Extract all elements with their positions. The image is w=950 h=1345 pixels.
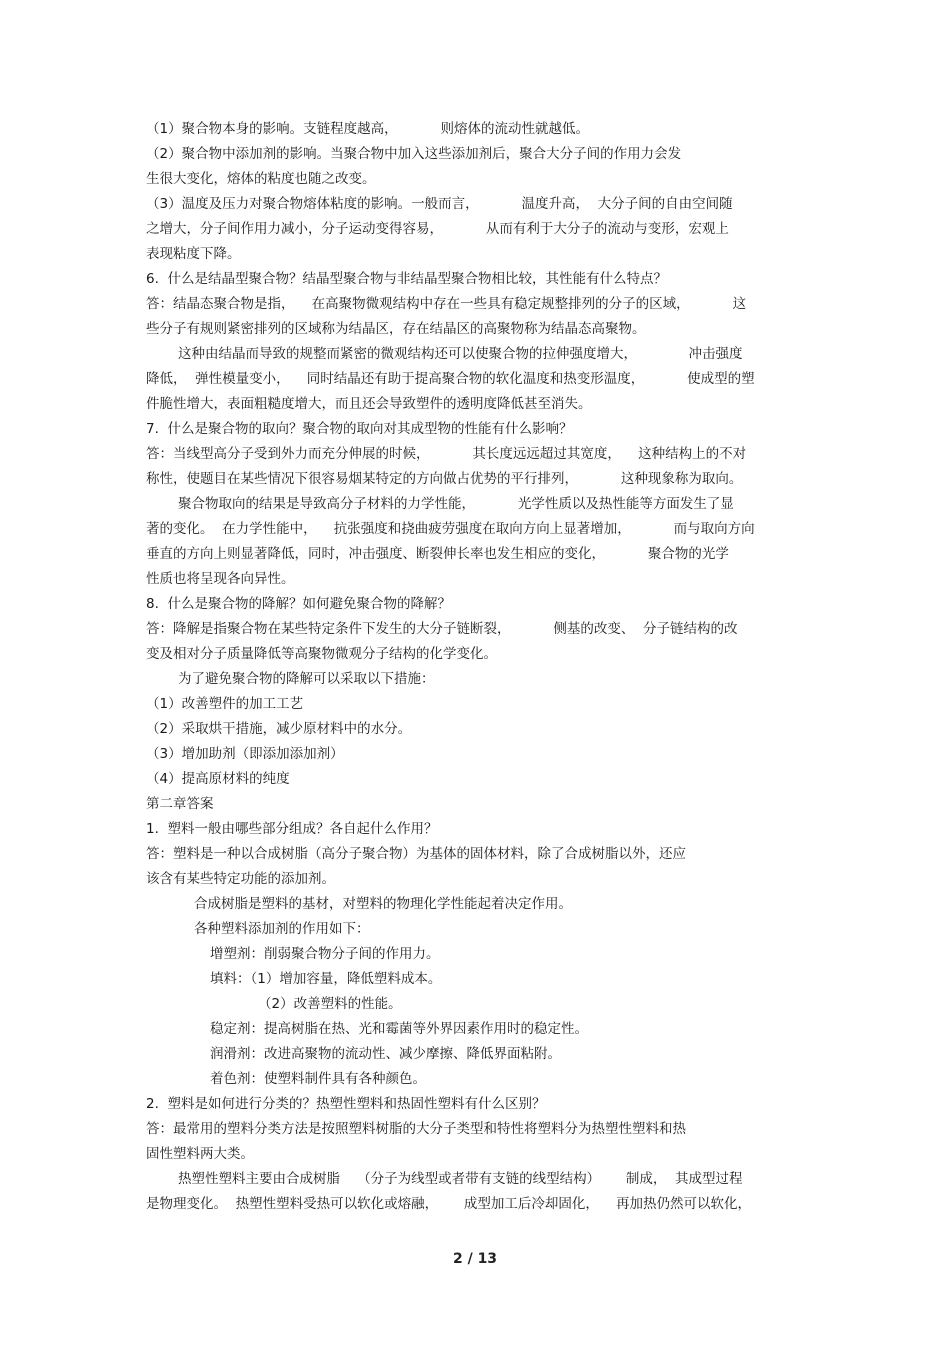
additive-item: 着色剂：使塑料制件具有各种颜色。 <box>210 1071 426 1087</box>
list-item: （4）提高原材料的纯度 <box>146 771 290 787</box>
text-line: 称性，使题目在某些情况下很容易烟某特定的方向做占优势的平行排列， 这种现象称为取向。 <box>146 471 743 487</box>
list-item: （3）增加助剂（即添加添加剂） <box>146 746 344 762</box>
text-line: 垂直的方向上则显著降低，同时，冲击强度、断裂伸长率也发生相应的变化， 聚合物的光学 <box>146 546 729 562</box>
text-line: 各种塑料添加剂的作用如下： <box>194 921 370 937</box>
additive-item: 稳定剂：提高树脂在热、光和霉菌等外界因素作用时的稳定性。 <box>210 1021 588 1037</box>
text-line: 降低， 弹性模量变小， 同时结晶还有助于提高聚合物的软化温度和热变形温度， 使成型的塑 <box>146 371 755 387</box>
additive-item: 润滑剂：改进高聚物的流动性、减少摩擦、降低界面粘附。 <box>210 1046 561 1062</box>
page-current: 2 <box>452 1251 463 1267</box>
page-total: 13 <box>477 1251 498 1267</box>
additive-item: 填料：（1）增加容量，降低塑料成本。 <box>210 971 442 987</box>
page-number <box>0 1251 950 1267</box>
text-line: 是物理变化。 热塑性塑料受热可以软化或熔融， 成型加工后冷却固化， 再加热仍然可以软化， <box>146 1196 751 1212</box>
list-item: （2）采取烘干措施，减少原材料中的水分。 <box>146 721 412 737</box>
question-heading: 6. 什么是结晶型聚合物？结晶型聚合物与非结晶型聚合物相比较，其性能有什么特点？ <box>146 271 667 287</box>
additive-item: （2）改善塑料的性能。 <box>258 996 402 1012</box>
text-line: （2）聚合物中添加剂的影响。当聚合物中加入这些添加剂后，聚合大分子间的作用力会发 <box>146 146 682 162</box>
text-line: 答：降解是指聚合物在某些特定条件下发生的大分子链断裂， 侧基的改变、 分子链结构的改 <box>146 621 738 637</box>
text-line: 著的变化。 在力学性能中， 抗张强度和挠曲疲劳强度在取向方向上显著增加， 而与取向方向 <box>146 521 755 537</box>
text-line: 固性塑料两大类。 <box>146 1146 254 1162</box>
question-heading: 1. 塑料一般由哪些部分组成？各自起什么作用？ <box>146 821 438 837</box>
text-line: 这种由结晶而导致的规整而紧密的微观结构还可以使聚合物的拉伸强度增大， 冲击强度 <box>178 346 743 362</box>
text-line: 变及相对分子质量降低等高聚物微观分子结构的化学变化。 <box>146 646 497 662</box>
text-line: 为了避免聚合物的降解可以采取以下措施： <box>178 671 435 687</box>
chapter-heading: 第二章答案 <box>146 796 214 812</box>
text-line: 生很大变化，熔体的粘度也随之改变。 <box>146 171 376 187</box>
text-line: 合成树脂是塑料的基材，对塑料的物理化学性能起着决定作用。 <box>194 896 572 912</box>
text-line: （3）温度及压力对聚合物熔体粘度的影响。一般而言， 温度升高， 大分子间的自由空间随 <box>146 196 733 212</box>
text-line: 答：结晶态聚合物是指， 在高聚物微观结构中存在一些具有稳定规整排列的分子的区域， 这 <box>146 296 747 312</box>
text-line: 热塑性塑料主要由合成树脂 （分子为线型或者带有支链的线型结构） 制成， 其成型过程 <box>178 1171 743 1187</box>
text-line: （1）聚合物本身的影响。支链程度越高， 则熔体的流动性就越低。 <box>146 121 590 137</box>
text-line: 件脆性增大，表面粗糙度增大，而且还会导致塑件的透明度降低甚至消失。 <box>146 396 592 412</box>
text-line: 该含有某些特定功能的添加剂。 <box>146 871 335 887</box>
text-line: 表现粘度下降。 <box>146 246 241 262</box>
question-heading: 8. 什么是聚合物的降解？如何避免聚合物的降解？ <box>146 596 451 612</box>
text-line: 之增大，分子间作用力减小，分子运动变得容易， 从而有利于大分子的流动与变形，宏观上 <box>146 221 729 237</box>
text-line: 答：最常用的塑料分类方法是按照塑料树脂的大分子类型和特性将塑料分为热塑性塑料和热 <box>146 1121 686 1137</box>
question-heading: 7. 什么是聚合物的取向？聚合物的取向对其成型物的性能有什么影响？ <box>146 421 573 437</box>
question-heading: 2. 塑料是如何进行分类的？热塑性塑料和热固性塑料有什么区别？ <box>146 1096 546 1112</box>
text-line: 答：塑料是一种以合成树脂（高分子聚合物）为基体的固体材料，除了合成树脂以外，还应 <box>146 846 686 862</box>
text-line: 答：当线型高分子受到外力而充分伸展的时候， 其长度远远超过其宽度， 这种结构上的不对 <box>146 446 747 462</box>
text-line: 些分子有规则紧密排列的区域称为结晶区，存在结晶区的高聚物称为结晶态高聚物。 <box>146 321 646 337</box>
text-line: 性质也将呈现各向异性。 <box>146 571 295 587</box>
list-item: （1）改善塑件的加工工艺 <box>146 696 304 712</box>
additive-item: 增塑剂：削弱聚合物分子间的作用力。 <box>210 946 440 962</box>
page-separator: / <box>467 1251 473 1267</box>
text-line: 聚合物取向的结果是导致高分子材料的力学性能， 光学性质以及热性能等方面发生了显 <box>178 496 734 512</box>
